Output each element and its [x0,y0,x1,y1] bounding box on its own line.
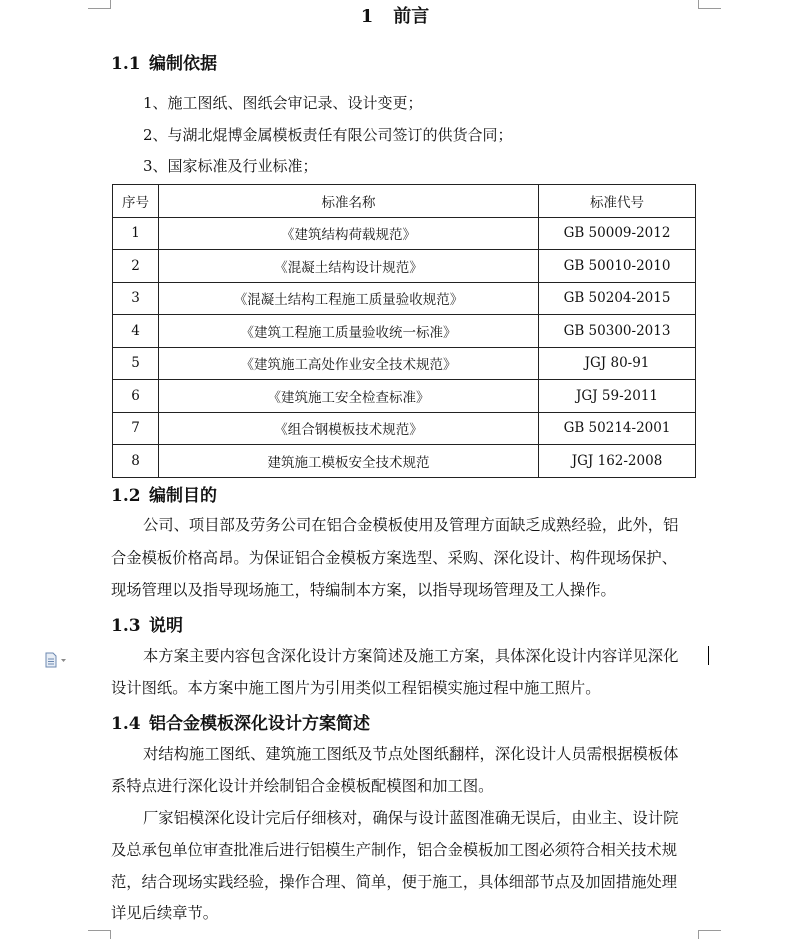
paragraph-line: 公司、项目部及劳务公司在铝合金模板使用及管理方面缺乏成熟经验，此外，铝 [143,516,679,534]
table-cell: 2 [113,250,159,283]
paragraph-line: 厂家铝模深化设计完后仔细核对，确保与设计蓝图准确无误后，由业主、设计院 [143,809,679,827]
table-row [113,347,696,380]
table-cell: JGJ 59-2011 [539,380,696,413]
table-header-row [113,185,696,218]
table-cell: JGJ 162-2008 [539,445,696,478]
table-cell: GB 50010-2010 [539,250,696,283]
paragraph-line: 对结构施工图纸、建筑施工图纸及节点处图纸翻样，深化设计人员需根据模板体 [143,745,679,763]
table-cell: GB 50214-2001 [539,412,696,445]
table-cell: 《组合钢模板技术规范》 [159,412,539,445]
document-dropdown-icon[interactable] [44,652,70,668]
table-cell: 3 [113,282,159,315]
basis-item: 3、国家标准及行业标准； [143,157,318,175]
table-cell: JGJ 80-91 [539,347,696,380]
table-cell: 《建筑结构荷载规范》 [159,217,539,250]
table-cell: GB 50204-2015 [539,282,696,315]
section-title: 说明 [149,616,183,636]
table-cell: 8 [113,445,159,478]
paragraph-line: 合金模板价格高昂。为保证铝合金模板方案选型、采购、深化设计、构件现场保护、 [111,549,677,567]
section-number: 1.4 [111,714,141,734]
chapter-number: 1 [360,6,374,27]
section-number: 1.1 [111,54,141,74]
section-heading-1-1 [111,49,217,74]
chapter-title: 前言 [393,6,430,27]
paragraph-line: 本方案主要内容包含深化设计方案简述及施工方案，具体深化设计内容详见深化 [143,647,679,665]
table-cell: GB 50300-2013 [539,315,696,348]
table-header-cell: 标准名称 [159,185,539,218]
crop-mark-bottom-left [88,930,111,939]
section-heading-1-2 [111,481,217,506]
text-cursor [708,646,709,665]
table-row [113,412,696,445]
table-cell: 7 [113,412,159,445]
paragraph-line: 详见后续章节。 [111,904,219,922]
table-cell: 5 [113,347,159,380]
section-heading-1-4 [111,709,370,734]
table-row [113,217,696,250]
table-row [113,250,696,283]
table-cell: GB 50009-2012 [539,217,696,250]
standards-table [112,184,696,478]
table-cell: 4 [113,315,159,348]
section-title: 编制依据 [149,54,217,74]
section-heading-1-3 [111,611,183,636]
table-row [113,282,696,315]
table-cell: 《建筑工程施工质量验收统一标准》 [159,315,539,348]
table-cell: 1 [113,217,159,250]
chapter-heading [0,2,790,28]
table-cell: 《混凝土结构设计规范》 [159,250,539,283]
paragraph-line: 及总承包单位审查批准后进行铝模生产制作，铝合金模板加工图必须符合相关技术规 [111,841,677,859]
table-row [113,315,696,348]
crop-mark-bottom-right [698,930,721,939]
section-title: 编制目的 [149,486,217,506]
table-row [113,445,696,478]
table-cell: 《建筑施工安全检查标准》 [159,380,539,413]
paragraph-line: 现场管理以及指导现场施工，特编制本方案，以指导现场管理及工人操作。 [111,581,616,599]
table-cell: 6 [113,380,159,413]
table-row [113,380,696,413]
basis-item: 2、与湖北焜博金属模板责任有限公司签订的供货合同； [143,126,513,144]
table-header-cell: 标准代号 [539,185,696,218]
paragraph-line: 范，结合现场实践经验，操作合理、简单，便于施工，具体细部节点及加固措施处理 [111,873,677,891]
basis-item: 1、施工图纸、图纸会审记录、设计变更； [143,94,423,112]
section-number: 1.2 [111,486,141,506]
paragraph-line: 设计图纸。本方案中施工图片为引用类似工程铝模实施过程中施工照片。 [111,679,601,697]
section-number: 1.3 [111,616,141,636]
paragraph-line: 系特点进行深化设计并绘制铝合金模板配模图和加工图。 [111,777,494,795]
section-title: 铝合金模板深化设计方案简述 [149,714,370,734]
table-cell: 建筑施工模板安全技术规范 [159,445,539,478]
table-cell: 《建筑施工高处作业安全技术规范》 [159,347,539,380]
table-header-cell: 序号 [113,185,159,218]
table-cell: 《混凝土结构工程施工质量验收规范》 [159,282,539,315]
